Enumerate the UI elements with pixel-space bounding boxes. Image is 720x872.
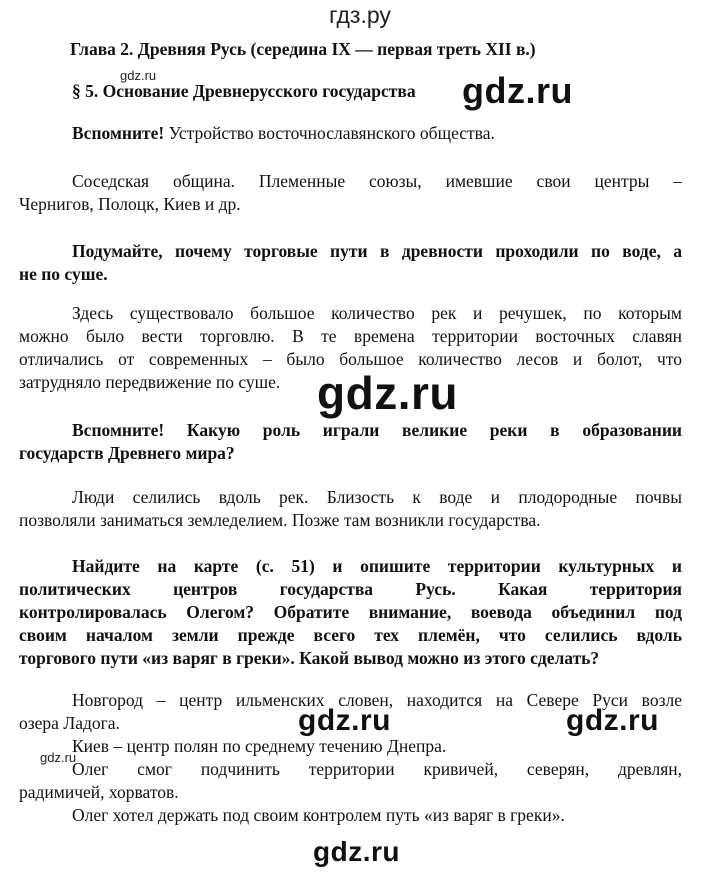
answer-3-line-2: позволяли заниматься земледелием. Позже там возникли государства.: [19, 510, 541, 530]
watermark-small: gdz.ru: [40, 750, 77, 765]
answer-1-line-1: Соседская община. Племенные союзы, имевшие свои центры –: [72, 171, 682, 191]
question-label: Вспомните!: [72, 123, 165, 143]
question-text: Устройство восточнославянского общества.: [164, 123, 495, 143]
answer-2-line-2: можно было вести торговлю. В те времена территории восточных славян: [19, 326, 682, 346]
answer-2-line-3: отличались от современных – было большое количество лесов и болот, что: [19, 349, 682, 369]
watermark-small: gdz.ru: [120, 68, 157, 83]
question-4-line-4: своим началом земли прежде всего тех племён, что селились вдоль: [19, 625, 682, 645]
question-4-line-3: контролировалась Олегом? Обратите внимание, воевода объединил под: [19, 602, 682, 622]
question-2-line-1: Подумайте, почему торговые пути в древности проходили по воде, а: [72, 241, 682, 261]
site-header: гдз.ру: [329, 2, 391, 28]
question-4-line-5: торгового пути «из варяг в греки». Какой вывод можно из этого сделать?: [19, 648, 600, 668]
watermark: gdz.ru: [462, 70, 573, 111]
answer-4-line-1: Новгород – центр ильменских словен, находится на Севере Руси возле: [72, 690, 682, 710]
answer-2-line-4: затрудняло передвижение по суше.: [19, 372, 281, 392]
answer-4-line-4: Олег смог подчинить территории кривичей, северян, древлян,: [72, 759, 682, 779]
answer-4-line-3: Киев – центр полян по среднему течению Днепра.: [72, 736, 447, 756]
chapter-title: Глава 2. Древняя Русь (середина IX — первая треть XII в.): [70, 39, 536, 59]
answer-1-line-2: Чернигов, Полоцк, Киев и др.: [19, 194, 241, 214]
question-4-line-2: политических центров государства Русь. Какая территория: [19, 579, 682, 599]
section-title: § 5. Основание Древнерусского государства: [72, 81, 416, 101]
answer-2-line-1: Здесь существовало большое количество рек и речушек, по которым: [72, 303, 682, 323]
answer-3-line-1: Люди селились вдоль рек. Близость к воде и плодородные почвы: [72, 487, 682, 507]
watermark: gdz.ru: [566, 704, 659, 737]
question-3-line-2: государств Древнего мира?: [19, 443, 235, 463]
answer-4-line-6: Олег хотел держать под своим контролем путь «из варяг в греки».: [72, 805, 565, 825]
watermark: gdz.ru: [317, 367, 458, 419]
question-2-line-2: не по суше.: [19, 264, 108, 284]
answer-4-line-5: радимичей, хорватов.: [19, 782, 179, 802]
watermark: gdz.ru: [313, 836, 400, 867]
question-4-line-1: Найдите на карте (с. 51) и опишите территории культурных и: [72, 556, 682, 576]
watermark: gdz.ru: [298, 704, 391, 737]
question-3-line-1: Вспомните! Какую роль играли великие реки в образовании: [72, 420, 682, 440]
answer-4-line-2: озера Ладога.: [19, 713, 120, 733]
question-remember-1: [72, 122, 682, 145]
